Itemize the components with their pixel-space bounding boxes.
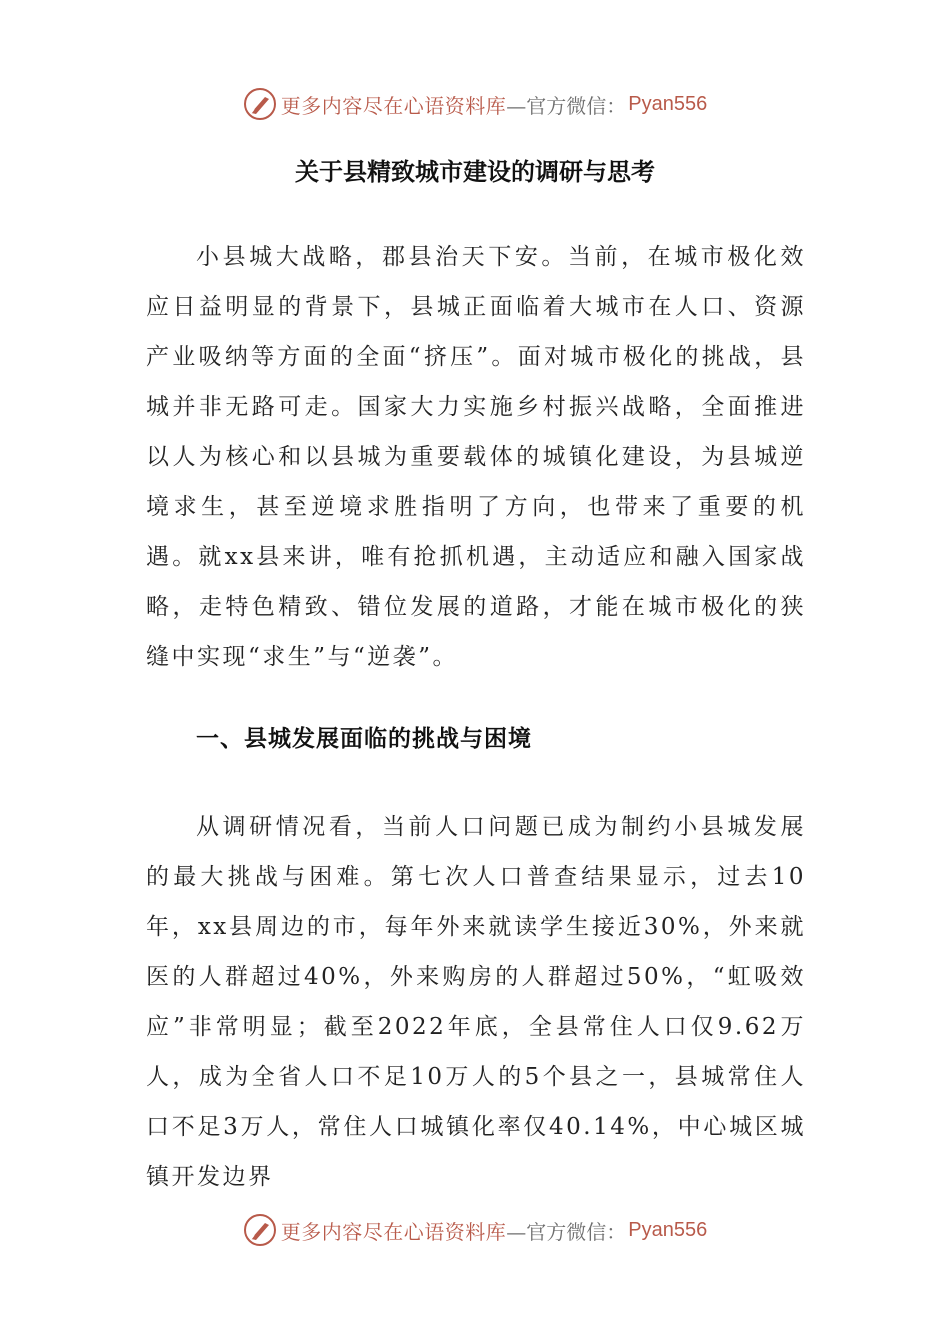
pen-logo-icon (243, 1213, 277, 1247)
watermark-separator: —官方微信： (506, 93, 627, 118)
section-heading: 一、县城发展面临的挑战与困境 (196, 725, 532, 752)
watermark-wechat-id: Pyan556 (628, 92, 708, 115)
intro-paragraph: 小县城大战略，郡县治天下安。当前，在城市极化效应日益明显的背景下，县城正面临着大城市在人口、资源产业吸纳等方面的全面“挤压”。面对城市极化的挑战，县城并非无路可走。国家大力实施乡村振兴战略，全面推进以人为核心和以县城为重要载体的城镇化建设，为县城逆境求生，甚至逆境求胜指明了方向，也带来了重要的机遇。就xx县来讲，唯有抢抓机遇，主动适应和融入国家战略，走特色精致、错位发展的道路，才能在城市极化的狭缝中实现“求生”与“逆袭”。 (146, 244, 806, 670)
watermark-header (0, 84, 950, 124)
watermark-text: 更多内容尽在心语资料库 (280, 93, 507, 118)
watermark-text: 更多内容尽在心语资料库 (280, 1219, 507, 1244)
watermark-footer (0, 1210, 950, 1250)
watermark-separator: —官方微信： (506, 1219, 627, 1244)
section-paragraph: 从调研情况看，当前人口问题已成为制约小县城发展的最大挑战与困难。第七次人口普查结果显示，过去10年，xx县周边的市，每年外来就读学生接近30%，外来就医的人群超过40%，外来购房的人群超过50%，“虹吸效应”非常明显；截至2022年底，全县常住人口仅9.62万人，成为全省人口不足10万人的5个县之一，县城常住人口不足3万人，常住人口城镇化率仅40.14%，中心城区城镇开发边界 (146, 814, 806, 1190)
watermark-wechat-id: Pyan556 (628, 1218, 708, 1241)
document-title: 关于县精致城市建设的调研与思考 (295, 157, 655, 186)
pen-logo-icon (243, 87, 277, 121)
